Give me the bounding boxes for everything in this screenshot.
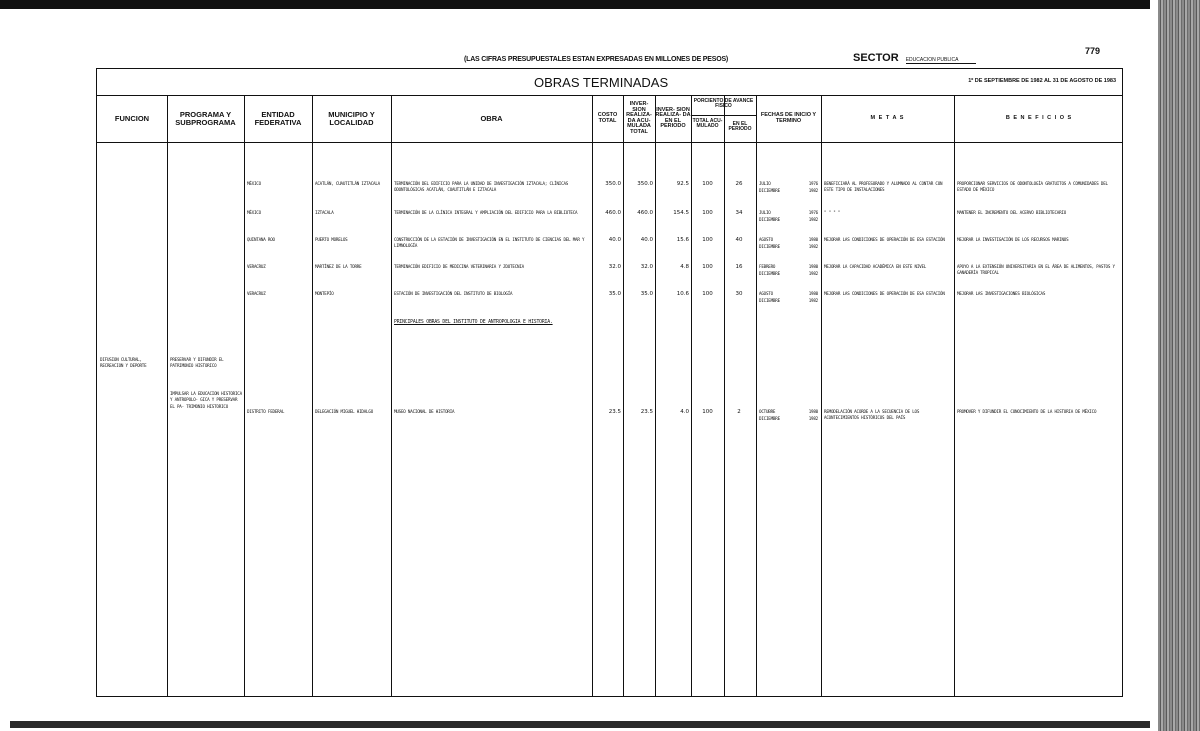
row-fecha-fin-mes: DICIEMBRE [759,188,780,193]
row-beneficios: PROMOVER Y DIFUNDIR EL CONOCIMIENTO DE LA HISTORIA DE MÉXICO [957,409,1097,414]
row-fecha-inicio-anio: 1980 [808,409,818,414]
header-bottom-line [97,142,1122,143]
row-municipio: PUERTO MORELOS [315,237,348,242]
row-inv-acum: 350.0 [637,181,653,187]
row-obra: ESTACIÓN DE INVESTIGACIÓN DEL INSTITUTO DE BIOLOGÍA [394,291,513,296]
row-municipio: MARTÍNEZ DE LA TORRE [315,264,362,269]
row-costo: 460.0 [605,210,621,216]
row-fecha-inicio-mes: JULIO [759,181,771,186]
row-fecha-inicio-mes: AGOSTO [759,291,773,296]
row-obra: MUSEO NACIONAL DE HISTORIA [394,409,455,414]
subprograma-text: IMPULSAR LA EDUCACION HISTORICA Y ANTROPOLO- GICA Y PRESERVAR EL PA- TRIMONIO HISTORICO [170,391,242,409]
row-pct-periodo: 2 [737,409,741,415]
row-pct-periodo: 26 [735,181,743,187]
row-inv-periodo: 154.5 [673,210,689,216]
row-pct-periodo: 34 [735,210,743,216]
header-fechas: FECHAS DE INICIO Y TERMINO [760,112,817,124]
date-range: 1º DE SEPTIEMBRE DE 1982 AL 31 DE AGOSTO DE 1983 [968,78,1116,84]
col-funcion [97,95,168,696]
row-fecha-inicio-anio: 1976 [808,210,818,215]
page-number: 779 [1085,46,1101,56]
row-pct-periodo: 40 [735,237,743,243]
row-costo: 23.5 [608,409,621,415]
row-fecha-inicio-anio: 1980 [808,264,818,269]
row-fecha-fin-anio: 1982 [808,188,818,193]
funcion-text: DIFUSION CULTURAL, RECREACION Y DEPORTE [100,357,147,369]
header-pct-periodo: EN EL PERIODO [728,121,752,132]
row-metas: " " " " [824,210,841,215]
header-porcentaje: PORCIENTO DE AVANCE FISICO [693,98,754,109]
row-municipio: ACATLÁN, CUAUTITLÁN IZTACALA [315,181,380,186]
sector-label-block [853,52,976,64]
table-title: OBRAS TERMINADAS [534,75,669,90]
row-fecha-fin-anio: 1982 [808,298,818,303]
header-municipio: MUNICIPIO Y LOCALIDAD [328,109,375,127]
header-programa: PROGRAMA Y SUBPROGRAMA [175,109,236,127]
scan-top-border [0,0,1150,9]
row-obra: CONSTRUCCIÓN DE LA ESTACIÓN DE INVESTIGACIÓN EN EL INSTITUTO DE CIENCIAS DEL MAR Y LIMNOLOGÍA [394,237,585,249]
scan-binding-edge [1158,0,1200,731]
header-pct-total: TOTAL ACU- MULADO [692,118,723,129]
header-obra: OBRA [480,113,503,123]
row-entidad: QUINTANA ROO [247,237,275,242]
row-inv-periodo: 4.0 [680,409,689,415]
row-metas: REMODELACIÓN ACORDE A LA SECUENCIA DE LOS ACONTECIMIENTOS HISTÓRICOS DEL PAÍS [824,409,920,421]
header-funcion: FUNCION [114,113,150,123]
row-inv-periodo: 4.8 [680,264,689,270]
row-fecha-fin-mes: DICIEMBRE [759,298,780,303]
row-fecha-inicio-anio: 1980 [808,237,818,242]
row-fecha-inicio-mes: FEBRERO [759,264,776,269]
row-entidad: MÉXICO [247,181,261,186]
programa-text: PRESERVAR Y DIFUNDIR EL PATRIMONIO HISTORICO [170,357,224,369]
row-beneficios: MANTENER EL INCREMENTO DEL ACERVO BIBLIOTECARIO [957,210,1067,215]
row-pct-total: 100 [702,291,713,297]
row-pct-periodo: 30 [735,291,743,297]
row-fecha-inicio-mes: AGOSTO [759,237,773,242]
row-costo: 32.0 [608,264,621,270]
row-pct-total: 100 [702,237,713,243]
row-obra: TERMINACIÓN EDIFICIO DE MEDICINA VETERINARIA Y ZOOTECNIA [394,264,524,269]
table-title-row [97,69,1122,96]
row-costo: 350.0 [605,181,621,187]
row-beneficios: MEJORAR LAS INVESTIGACIONES BIOLÓGICAS [957,291,1046,296]
row-costo: 40.0 [608,237,621,243]
row-pct-total: 100 [702,264,713,270]
section-heading: PRINCIPALES OBRAS DEL INSTITUTO DE ANTROPOLOGIA E HISTORIA. [394,320,553,325]
row-inv-acum: 40.0 [640,237,653,243]
row-costo: 35.0 [608,291,621,297]
header-costo: COSTO TOTAL [597,112,618,124]
row-entidad: MÉXICO [247,210,261,215]
row-metas: MEJORAR LA CAPACIDAD ACADÉMICA EN ESTE NIVEL [824,264,927,269]
row-inv-periodo: 15.6 [676,237,689,243]
row-fecha-inicio-mes: JULIO [759,210,771,215]
row-metas: BENEFICIARÁ AL PROFESORADO Y ALUMNADO AL CONTAR CON ESTE TIPO DE INSTALACIONES [824,181,943,193]
row-fecha-fin-anio: 1982 [808,271,818,276]
row-beneficios: APOYO A LA EXTENSIÓN UNIVERSITARIA EN EL ÁREA DE ALIMENTOS, PASTOS Y GANADERÍA TROPICAL [957,264,1115,276]
header-beneficios: B E N E F I C I O S [1005,114,1073,121]
row-entidad: DISTRITO FEDERAL [247,409,285,414]
row-pct-periodo: 16 [735,264,743,270]
row-inv-acum: 32.0 [640,264,653,270]
sector-value: EDUCACION PUBLICA [906,57,976,64]
row-fecha-fin-mes: DICIEMBRE [759,271,780,276]
row-metas: MEJORAR LAS CONDICIONES DE OPERACIÓN DE ESA ESTACIÓN [824,237,945,242]
row-inv-acum: 35.0 [640,291,653,297]
row-fecha-inicio-mes: OCTUBRE [759,409,776,414]
row-pct-total: 100 [702,181,713,187]
row-fecha-fin-anio: 1982 [808,244,818,249]
scan-bottom-border [10,721,1150,728]
row-fecha-inicio-anio: 1976 [808,181,818,186]
row-beneficios: MEJORAR LA INVESTIGACIÓN DE LOS RECURSOS MARINOS [957,237,1069,242]
header-entidad: ENTIDAD FEDERATIVA [254,109,302,127]
row-inv-periodo: 92.5 [676,181,689,187]
row-entidad: VERACRUZ [247,291,266,296]
row-inv-periodo: 10.6 [676,291,689,297]
header-metas: M E T A S [870,114,905,121]
row-fecha-fin-anio: 1982 [808,217,818,222]
row-fecha-fin-anio: 1982 [808,416,818,421]
row-beneficios: PROPORCIONAR SERVICIOS DE ODONTOLOGÍA GRATUITOS A COMUNIDADES DEL ESTADO DE MÉXICO [957,181,1108,193]
row-obra: TERMINACIÓN DE LA CLÍNICA INTEGRAL Y AMPLIACIÓN DEL EDIFICIO PARA LA BIBLIOTECA [394,210,578,215]
row-municipio: MONTEPÍO [315,291,334,296]
row-inv-acum: 23.5 [640,409,653,415]
sector-label: SECTOR [853,52,899,64]
row-fecha-fin-mes: DICIEMBRE [759,217,780,222]
row-fecha-fin-mes: DICIEMBRE [759,416,780,421]
row-inv-acum: 460.0 [637,210,653,216]
row-pct-total: 100 [702,210,713,216]
row-municipio: IZTACALA [315,210,334,215]
row-metas: MEJORAR LAS CONDICIONES DE OPERACIÓN DE ESA ESTACIÓN [824,291,945,296]
row-entidad: VERACRUZ [247,264,266,269]
row-fecha-fin-mes: DICIEMBRE [759,244,780,249]
budget-note: (LAS CIFRAS PRESUPUESTALES ESTAN EXPRESADAS EN MILLONES DE PESOS) [464,56,729,63]
row-obra: TERMINACIÓN DEL EDIFICIO PARA LA UNIDAD DE INVESTIGACIÓN IZTACALA; CLÍNICAS ODONTOLÓGICAS ACATLÁN, CUAUTITLÁN E IZTACALA [394,181,569,193]
row-municipio: DELEGACIÓN MIGUEL HIDALGO [315,409,374,414]
header-porcentaje-divider [691,115,756,116]
row-fecha-inicio-anio: 1980 [808,291,818,296]
row-pct-total: 100 [702,409,713,415]
header-inv-periodo: INVER- SION REALIZA- DA EN EL PERIODO [655,106,691,129]
works-table [96,68,1123,697]
header-inv-acum: INVER- SION REALIZA- DA ACU- MULADA TOTAL [626,101,652,135]
